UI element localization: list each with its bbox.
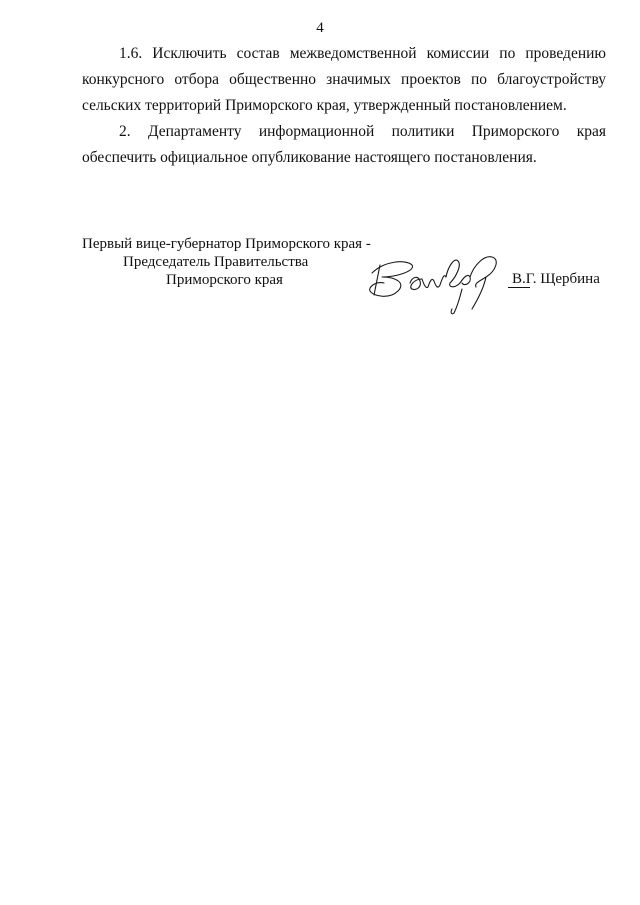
signer-name: В.Г. Щербина <box>512 271 600 287</box>
position-line-2: Председатель Правительства <box>123 254 309 270</box>
position-line-1: Первый вице-губернатор Приморского края - <box>82 236 371 252</box>
page-number: 4 <box>316 20 324 36</box>
position-line-3: Приморского края <box>166 272 283 288</box>
handwritten-signature <box>366 243 506 317</box>
signatory-position <box>82 235 402 289</box>
paragraph-1-6: 1.6. Исключить состав межведомственной комиссии по проведению конкурсного отбора общественно значимых проектов по благоустройству сельских территорий Приморского края, утвержденный постановлением. <box>82 45 606 114</box>
document-body <box>82 41 606 171</box>
paragraph-2: 2. Департаменту информационной политики Приморского края обеспечить официальное опубликование настоящего постановления. <box>82 123 606 166</box>
